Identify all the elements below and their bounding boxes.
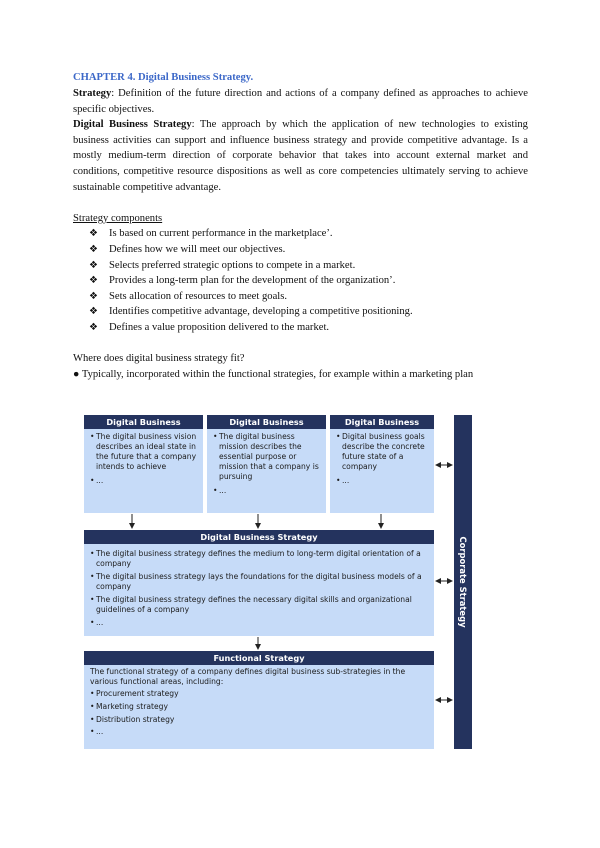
mission-text: The digital business mission describes the essential purpose or mission that a company is pursuing [219, 432, 319, 482]
goals-text: Digital business goals describe the concrete future state of a company [342, 432, 425, 472]
list-item: ❖ Identifies competitive advantage, developing a competitive positioning. [89, 304, 528, 320]
list-item: ❖ Is based on current performance in the marketplace’. [89, 226, 528, 242]
fit-question: Where does digital business strategy fit? [73, 353, 245, 365]
strategy-diagram [84, 415, 472, 749]
goals-box-title: Digital Business [330, 415, 434, 429]
list-item: ❖ Defines a value proposition delivered to the market. [89, 320, 528, 336]
components-heading: Strategy components [73, 212, 163, 224]
diagram-arrows [84, 415, 472, 749]
functional-box-title: Functional Strategy [84, 651, 434, 665]
mission-box-title: Digital Business [207, 415, 326, 429]
fit-answer: ● Typically, incorporated within the functional strategies, for example within a marketing plan [73, 368, 474, 380]
dbs-definition [73, 117, 528, 195]
diamond-bullet-icon: ❖ [89, 306, 98, 318]
vision-text: The digital business vision describes an ideal state in the future that a company intends to achieve [96, 432, 197, 472]
document-page [73, 70, 528, 382]
dbs-box: Digital Business Strategy • The digital business strategy defines the medium to long-term digital orientation of a company • The digital business strategy lays the foundations for the digital business models of a company • The digital business strategy defines the necessary digital skills and organizational guidelines of a company • ... [84, 530, 434, 636]
list-item: ❖ Sets allocation of resources to meet goals. [89, 289, 528, 305]
list-item: ❖ Provides a long-term plan for the development of the organization’. [89, 273, 528, 289]
components-list [73, 226, 528, 335]
vision-box-title: Digital Business [84, 415, 203, 429]
dbs-box-title: Digital Business Strategy [84, 530, 434, 544]
dbs-term: Digital Business Strategy [73, 119, 192, 131]
strategy-definition [73, 86, 528, 117]
list-item: ❖ Defines how we will meet our objectives. [89, 242, 528, 258]
corporate-strategy-label: Corporate Strategy [458, 536, 468, 628]
chapter-title: CHAPTER 4. Digital Business Strategy. [73, 72, 254, 83]
mission-box: Digital Business • The digital business mission describes the essential purpose or mission that a company is pursuing • ... [207, 415, 326, 513]
diamond-bullet-icon: ❖ [89, 321, 98, 333]
dbs-definition-text: : The approach by which the application of new technologies to existing business activities can support and influence business strategy and provide competitive advantage. Is a mostly medium-term direction of corporate behavior that takes into account external market and conditions, competitive resource dispositions as well as core competencies ultimately serving to achieve sustainable competitive advantage. [73, 119, 528, 193]
diamond-bullet-icon: ❖ [89, 259, 98, 271]
diamond-bullet-icon: ❖ [89, 228, 98, 240]
goals-box: Digital Business • Digital business goals describe the concrete future state of a company • ... [330, 415, 434, 513]
list-item: ❖ Selects preferred strategic options to compete in a market. [89, 258, 528, 274]
diamond-bullet-icon: ❖ [89, 243, 98, 255]
vision-box: Digital Business • The digital business vision describes an ideal state in the future that a company intends to achieve • ... [84, 415, 203, 513]
diamond-bullet-icon: ❖ [89, 290, 98, 302]
functional-box: Functional Strategy The functional strategy of a company defines digital business sub-strategies in the various functional areas, including: • Procurement strategy • Marketing strategy • Distribution strategy • ... [84, 651, 434, 749]
diamond-bullet-icon: ❖ [89, 275, 98, 287]
functional-intro: The functional strategy of a company defines digital business sub-strategies in the various functional areas, including: [90, 667, 406, 687]
strategy-definition-text: : Definition of the future direction and actions of a company defined as approaches to achieve specific objectives. [73, 88, 528, 115]
strategy-term: Strategy [73, 88, 112, 99]
